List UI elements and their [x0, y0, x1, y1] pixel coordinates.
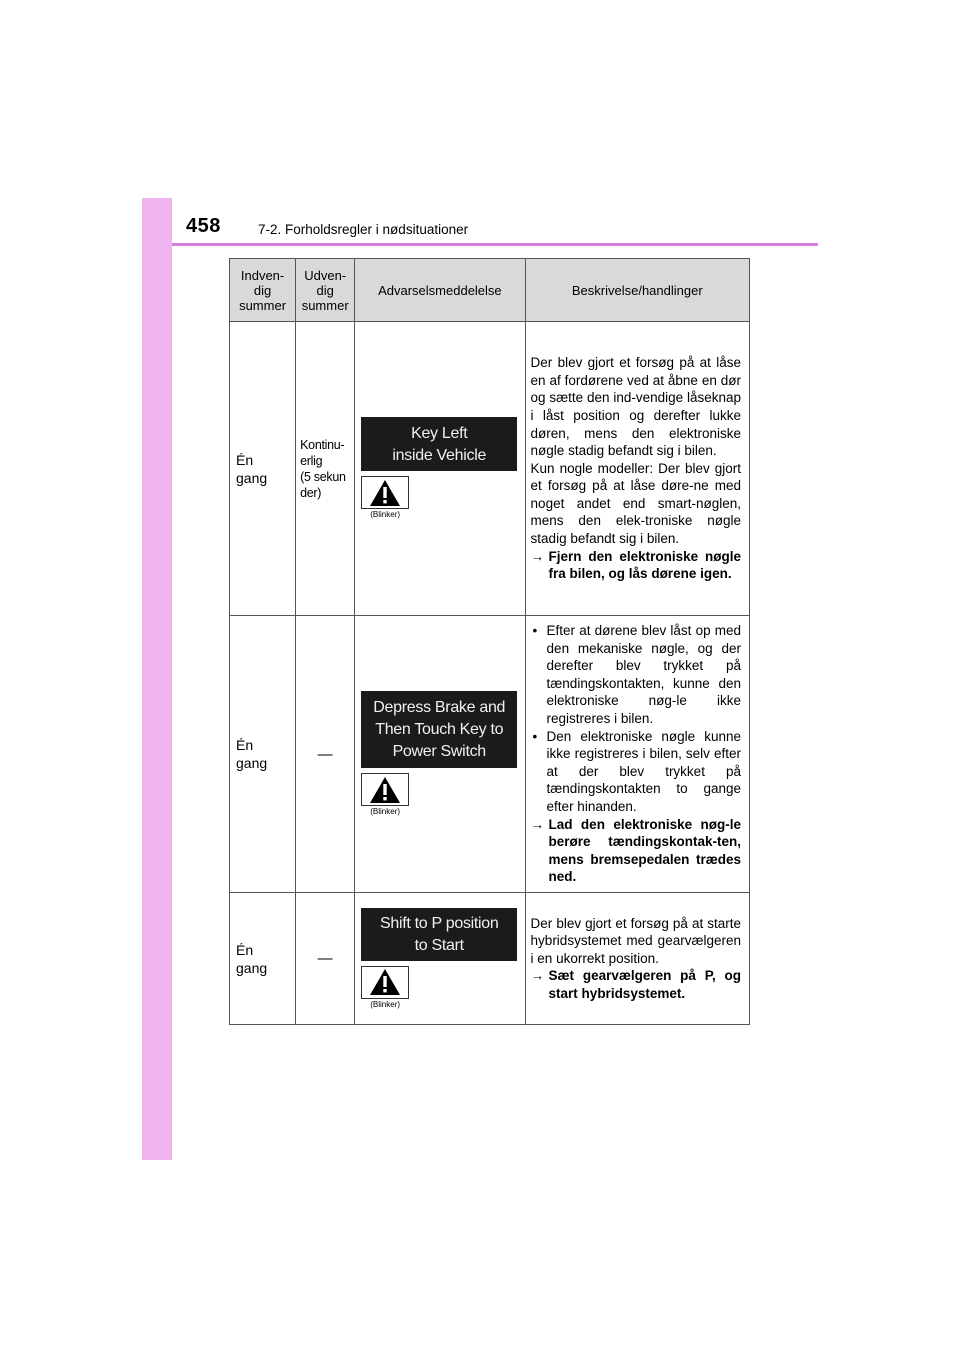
header-message: Advarselsmeddelelse	[355, 259, 525, 322]
header-description: Beskrivelse/handlinger	[525, 259, 749, 322]
warning-triangle-icon	[361, 966, 409, 999]
blinker-label: (Blinker)	[370, 807, 401, 816]
action-instruction: → Fjern den elektroniske nøgle fra bilen, og lås dørene igen.	[530, 548, 741, 582]
message-cell	[355, 322, 525, 616]
description-text: Kun nogle modeller: Der blev gjort et forsøg på at låse døre-ne med noget andet end smart-nøglen, mens den elek-troniske nøgle stadig befandt sig i bilen.	[530, 460, 741, 547]
display-screen-message: Shift to P position to Start	[361, 908, 517, 961]
header-inside-buzzer: Indven- dig summer	[230, 259, 296, 322]
outside-buzzer-cell: —	[296, 893, 355, 1025]
display-screen-message: Key Left inside Vehicle	[361, 417, 517, 471]
message-cell	[355, 616, 525, 893]
arrow-icon: →	[530, 816, 545, 832]
header-rule	[172, 243, 818, 246]
outside-buzzer-cell: Kontinu- erlig (5 sekun der)	[296, 322, 355, 616]
blinker-label: (Blinker)	[370, 510, 401, 519]
description-cell	[525, 616, 749, 893]
table-row	[230, 616, 750, 893]
inside-buzzer-cell: Én gang	[230, 322, 296, 616]
header-outside-buzzer: Udven- dig summer	[296, 259, 355, 322]
warning-triangle-icon	[361, 773, 409, 806]
bullet-item: • Efter at dørene blev låst op med den mekaniske nøgle, og der derefter blev trykket på tændingskontakten, kunne den elektroniske nøg-le ikke registreres i bilen.	[532, 623, 741, 727]
table-row	[230, 322, 750, 616]
arrow-icon: →	[530, 548, 545, 564]
bullet-item: • Den elektroniske nøgle kunne ikke registreres i bilen, selv efter at der blev trykket på tændingskontakten to gange efter hinanden.	[532, 728, 741, 814]
description-cell	[525, 893, 749, 1025]
arrow-icon: →	[530, 968, 545, 984]
outside-buzzer-cell: —	[296, 616, 355, 893]
description-text: Der blev gjort et forsøg på at låse en af fordørene ved at åbne en dør og sætte den ind-vendige låseknap i låst position og derefter lukke døren, mens den elektroniske nøgle stadig befandt sig i bilen.	[530, 355, 741, 459]
table-row	[230, 893, 750, 1025]
description-text: Der blev gjort et forsøg på at starte hybridsystemet med gearvælgeren i en ukorrekt position.	[530, 915, 741, 966]
inside-buzzer-cell: Én gang	[230, 616, 296, 893]
page-number: 458	[186, 215, 221, 237]
message-cell	[355, 893, 525, 1025]
blinker-label: (Blinker)	[370, 999, 401, 1009]
description-cell	[525, 322, 749, 616]
display-screen-message: Depress Brake and Then Touch Key to Power Switch	[361, 691, 517, 768]
chapter-side-band	[142, 198, 172, 1160]
action-instruction: → Lad den elektroniske nøg-le berøre tændingskontak-ten, mens bremsepedalen trædes ned.	[530, 816, 741, 885]
inside-buzzer-cell: Én gang	[230, 893, 296, 1025]
warning-table	[229, 258, 750, 1025]
section-title: 7-2. Forholdsregler i nødsituationer	[258, 222, 469, 237]
table-header-row	[230, 259, 750, 322]
action-instruction: → Sæt gearvælgeren på P, og start hybridsystemet.	[530, 968, 741, 1001]
warning-triangle-icon	[361, 476, 409, 509]
